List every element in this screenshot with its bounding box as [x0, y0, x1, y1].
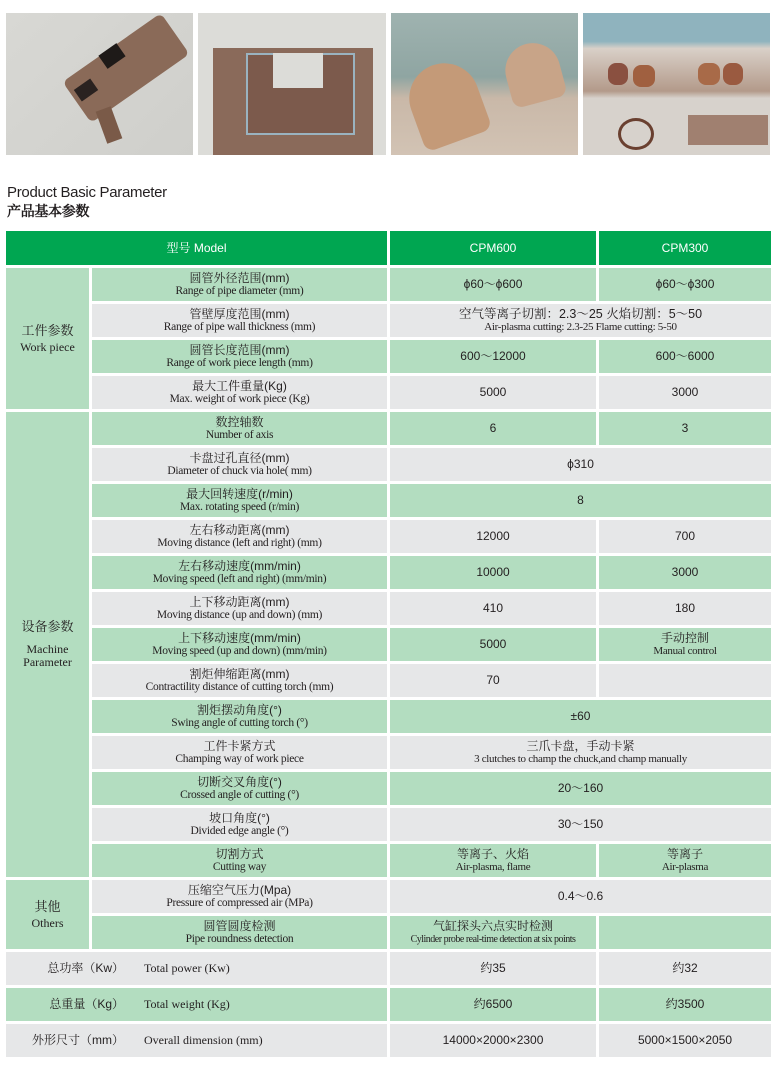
row-label: 压缩空气压力(Mpa) Pressure of compressed air (MPa) — [92, 880, 387, 913]
cell-cpm600: 6 — [390, 412, 596, 445]
product-photo-1 — [6, 13, 193, 155]
product-photo-strip — [6, 13, 770, 155]
row-label: 最大回转速度(r/min) Max. rotating speed (r/min) — [92, 484, 387, 517]
cell-cpm300: 600～6000 — [599, 340, 771, 373]
row-label: 割炬摆动角度(°) Swing angle of cutting torch (°) — [92, 700, 387, 733]
table-row — [6, 376, 771, 409]
cell-cpm600: 600～12000 — [390, 340, 596, 373]
cell-cpm300: 3 — [599, 412, 771, 445]
cell-cpm600: 气缸探头六点实时检测 Cylinder probe real-time detection at six points — [390, 916, 596, 949]
row-label: 左右移动速度(mm/min) Moving speed (left and right) (mm/min) — [92, 556, 387, 589]
cell-cpm300: 手动控制 Manual control — [599, 628, 771, 661]
table-row-total-weight — [6, 988, 771, 1021]
row-label: 圆管外径范围(mm) Range of pipe diameter (mm) — [92, 268, 387, 301]
cell-merged: 三爪卡盘，手动卡紧 3 clutches to champ the chuck,and champ manually — [390, 736, 771, 769]
cell-cpm600: 14000×2000×2300 — [390, 1024, 596, 1057]
table-row-overall-dimension — [6, 1024, 771, 1057]
cell-cpm600: 约6500 — [390, 988, 596, 1021]
cell-cpm600: 10000 — [390, 556, 596, 589]
table-row — [6, 556, 771, 589]
row-label: 切断交叉角度(°) Crossed angle of cutting (°) — [92, 772, 387, 805]
cell-cpm600: 5000 — [390, 628, 596, 661]
row-label: 坡口角度(°) Divided edge angle (°) — [92, 808, 387, 841]
table-row — [6, 520, 771, 553]
product-photo-3 — [391, 13, 578, 155]
row-label: 管壁厚度范围(mm) Range of pipe wall thickness (mm) — [92, 304, 387, 337]
table-row — [6, 916, 771, 949]
cell-cpm300: 3000 — [599, 556, 771, 589]
cell-cpm300: 5000×1500×2050 — [599, 1024, 771, 1057]
cell-cpm300: 180 — [599, 592, 771, 625]
section-title — [7, 184, 167, 220]
table-row — [6, 628, 771, 661]
cell-cpm300: 约32 — [599, 952, 771, 985]
cell-cpm600: 5000 — [390, 376, 596, 409]
cell-cpm600: 等离子、火焰 Air-plasma, flame — [390, 844, 596, 877]
cell-cpm300: 等离子 Air-plasma — [599, 844, 771, 877]
row-label: 总功率（Kw） Total power (Kw) — [6, 952, 387, 985]
cell-merged: ±60 — [390, 700, 771, 733]
cell-cpm300 — [599, 916, 771, 949]
group-others: 其他 Others — [6, 880, 89, 949]
table-header-row — [6, 231, 771, 265]
row-label: 总重量（Kg） Total weight (Kg) — [6, 988, 387, 1021]
spec-table — [3, 228, 774, 1060]
cell-merged: 20～160 — [390, 772, 771, 805]
cell-cpm300: 约3500 — [599, 988, 771, 1021]
row-label: 工件卡紧方式 Champing way of work piece — [92, 736, 387, 769]
row-label: 数控轴数 Number of axis — [92, 412, 387, 445]
cell-cpm600: 410 — [390, 592, 596, 625]
row-label: 切割方式 Cutting way — [92, 844, 387, 877]
row-label: 圆管长度范围(mm) Range of work piece length (mm) — [92, 340, 387, 373]
table-row — [6, 664, 771, 697]
table-row — [6, 412, 771, 445]
row-label: 最大工件重量(Kg) Max. weight of work piece (Kg) — [92, 376, 387, 409]
cell-cpm300: 3000 — [599, 376, 771, 409]
cell-merged: 空气等离子切割：2.3～25 火焰切割：5～50 Air-plasma cutting: 2.3-25 Flame cutting: 5-50 — [390, 304, 771, 337]
table-row — [6, 808, 771, 841]
header-cpm300: CPM300 — [599, 231, 771, 265]
table-row — [6, 592, 771, 625]
table-row — [6, 844, 771, 877]
section-title-cn: 产品基本参数 — [7, 203, 90, 219]
row-label: 卡盘过孔直径(mm) Diameter of chuck via hole( mm) — [92, 448, 387, 481]
cell-cpm600: ϕ60～ϕ600 — [390, 268, 596, 301]
row-label: 上下移动距离(mm) Moving distance (up and down) (mm) — [92, 592, 387, 625]
cell-cpm600: 约35 — [390, 952, 596, 985]
table-row — [6, 304, 771, 337]
group-work-piece: 工件参数 Work piece — [6, 268, 89, 409]
cell-cpm300 — [599, 664, 771, 697]
table-row — [6, 736, 771, 769]
cell-merged: 0.4～0.6 — [390, 880, 771, 913]
table-row — [6, 484, 771, 517]
cell-merged: ϕ310 — [390, 448, 771, 481]
cell-cpm600: 70 — [390, 664, 596, 697]
table-row — [6, 268, 771, 301]
row-label: 圆管圆度检测 Pipe roundness detection — [92, 916, 387, 949]
table-row-total-power — [6, 952, 771, 985]
table-row — [6, 772, 771, 805]
header-cpm600: CPM600 — [390, 231, 596, 265]
header-model: 型号 Model — [6, 231, 387, 265]
row-label: 外形尺寸（mm） Overall dimension (mm) — [6, 1024, 387, 1057]
table-row — [6, 340, 771, 373]
row-label: 割炬伸缩距离(mm) Contractility distance of cutting torch (mm) — [92, 664, 387, 697]
row-label: 左右移动距离(mm) Moving distance (left and right) (mm) — [92, 520, 387, 553]
cell-cpm300: ϕ60～ϕ300 — [599, 268, 771, 301]
cell-merged: 8 — [390, 484, 771, 517]
table-row — [6, 880, 771, 913]
row-label: 上下移动速度(mm/min) Moving speed (up and down) (mm/min) — [92, 628, 387, 661]
section-title-en: Product Basic Parameter — [7, 184, 167, 201]
table-row — [6, 448, 771, 481]
cell-cpm600: 12000 — [390, 520, 596, 553]
product-photo-4 — [583, 13, 770, 155]
cell-merged: 30～150 — [390, 808, 771, 841]
product-photo-2 — [198, 13, 385, 155]
cell-cpm300: 700 — [599, 520, 771, 553]
table-row — [6, 700, 771, 733]
group-machine-parameter: 设备参数 Machine Parameter — [6, 412, 89, 877]
